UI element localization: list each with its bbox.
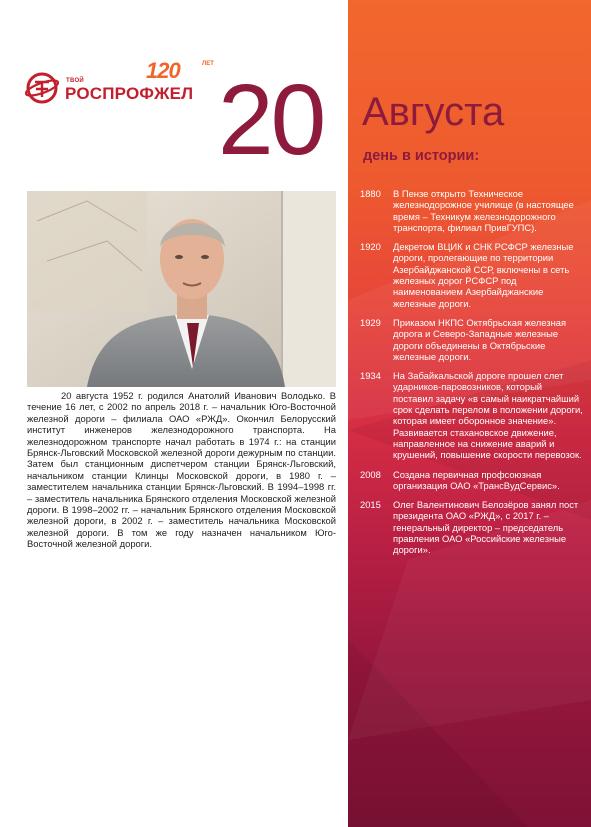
- portrait-photo: [27, 191, 336, 387]
- events-list: [360, 188, 584, 564]
- event-year: 2008: [360, 468, 381, 480]
- biography-text: 20 августа 1952 г. родился Анатолий Иванович Володько. В течение 16 лет, с 2002 по апрель 2018 г. – начальник Юго-Восточной железной дороги – филиала ОАО «РЖД». Окончил Белорусский институт инженеров железнодорожного транспорта. На железнодорожном транспорте начал работать в 1974 г.: на станции Брянск-Льговский Московской железной дороги дежурным по станции. Затем был станционным диспетчером станции Брянск-Льговский, начальником станции Клинцы Московской дороги, в 1980 г. – заместителем начальника станции Брянск-Льговский. В 1994–1998 гг. – заместитель начальника Брянского отделения Московской железной дороги. В 1998–2002 гг. – начальник Брянского отделения Московской железной дороги, в 2002 г. – заместитель начальника Московской железной дороги. В том же году назначен начальником Юго-Восточной железной дороги.: [27, 390, 336, 550]
- section-subtitle: день в истории:: [363, 148, 480, 164]
- logo-tagline: ТВОЙ: [66, 78, 85, 84]
- portrait-image: [27, 191, 336, 387]
- anniversary-badge: [146, 58, 214, 84]
- event-text: Приказом НКПС Октябрьская железная дорога и Северо-Западные железные дороги объединены в Октябрьские железные дороги.: [393, 316, 567, 362]
- list-item: [360, 370, 584, 460]
- event-year: 1934: [360, 370, 381, 382]
- event-year: 1920: [360, 241, 381, 253]
- list-item: [360, 241, 584, 309]
- event-text: Создана первичная профсоюзная организация ОАО «ТрансВудСервис».: [393, 468, 560, 491]
- list-item: [360, 499, 584, 555]
- event-text: Декретом ВЦИК и СНК РСФСР железные дороги, пролегающие по территории Азербайджанской ССР, включены в сеть железных дорог РСФСР под наименованием Азербайджанские железные дороги.: [393, 241, 574, 309]
- date-month: Августа: [362, 90, 505, 134]
- anniversary-unit: ЛЕТ: [202, 61, 214, 67]
- anniversary-number: 120: [146, 58, 180, 83]
- event-year: 1929: [360, 316, 381, 328]
- logo-name: РОСПРОФЖЕЛ: [65, 84, 194, 103]
- rosprofzhel-emblem-icon: [24, 70, 60, 106]
- event-text: Олег Валентинович Белозёров занял пост президента ОАО «РЖД», с 2017 г. – генеральный директор – председатель правления ОАО «Российские железные дороги».: [393, 499, 579, 556]
- logo: [24, 58, 214, 108]
- list-item: [360, 317, 584, 362]
- list-item: [360, 469, 584, 492]
- event-text: В Пензе открыто Техническое железнодорожное училище (в настоящее время – Техникум железнодорожного транспорта, филиал ПривГУПС).: [393, 188, 574, 233]
- event-year: 1880: [360, 188, 381, 199]
- list-item: [360, 188, 584, 233]
- date-day: 20: [218, 64, 324, 176]
- event-year: 2015: [360, 499, 381, 511]
- event-text: На Забайкальской дороге прошел слет ударников-паровозников, который поставил задачу «в самый наикратчайший срок сделать перелом в положении дороги, которая имеет оборонное значение». Развивается стахановское движение, направленное на снижение аварий и крушений, повышение скорости перевозок.: [393, 370, 583, 461]
